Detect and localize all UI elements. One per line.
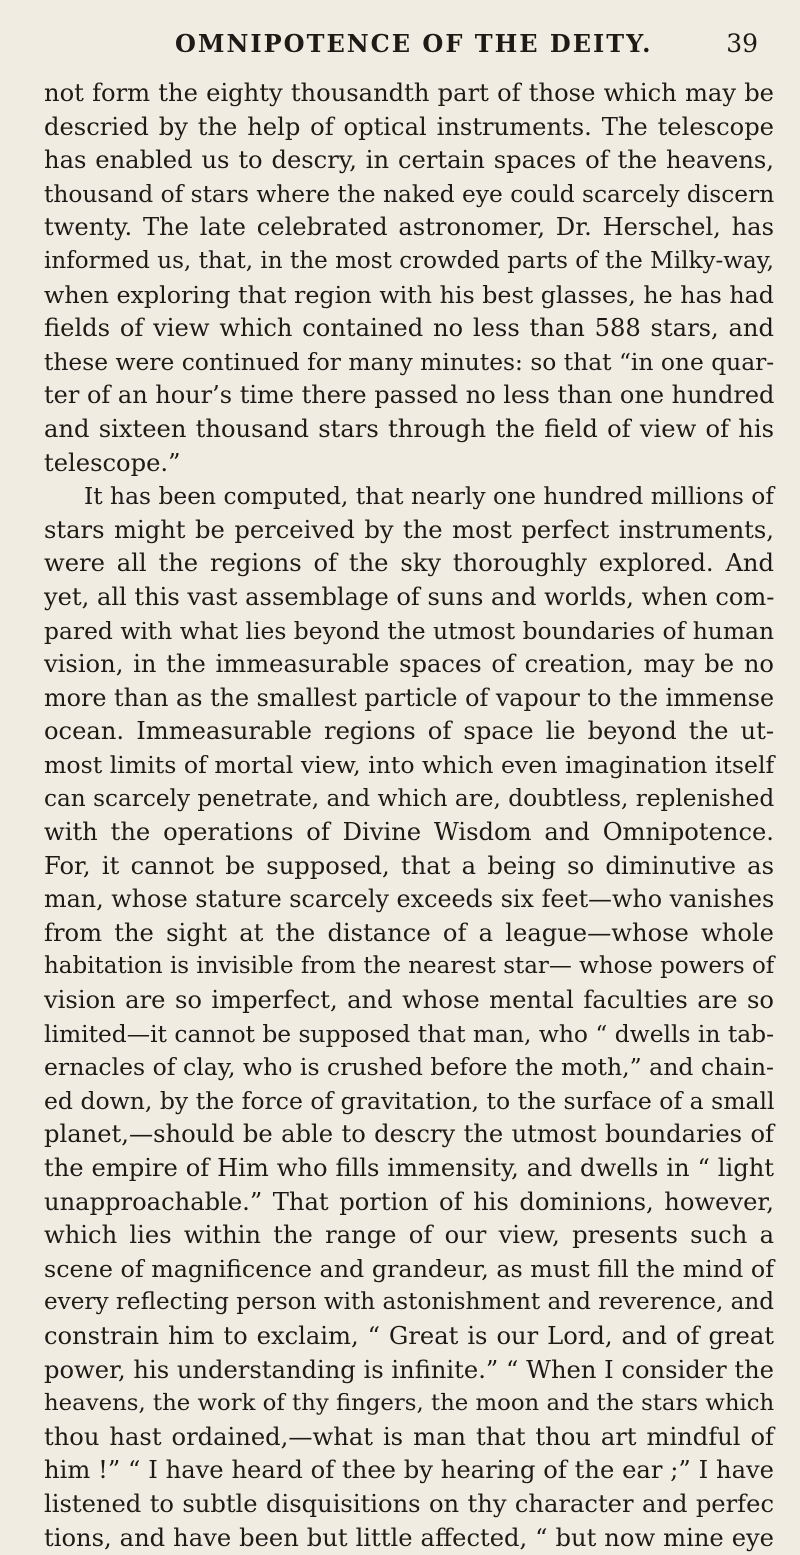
text-line: him !” “ I have heard of thee by hearing of the ear ;” I have — [44, 1456, 774, 1485]
text-line: not form the eighty thousandth part of those which may be — [44, 79, 774, 107]
page-header — [0, 24, 800, 64]
text-line: every reflecting person with astonishment and reverence, and — [44, 1289, 775, 1316]
text-line: man, whose stature scarcely exceeds six feet—who vanishes — [44, 885, 775, 914]
text-line: planet,—should be able to descry the utmost boundaries of — [44, 1120, 774, 1149]
text-line: twenty. The late celebrated astronomer, Dr. Herschel, has — [44, 213, 774, 242]
text-line: thousand of stars where the naked eye could scarcely discern — [44, 180, 775, 208]
text-line: power, his understanding is infinite.” “ When I consider the — [44, 1355, 774, 1384]
text-line: which lies within the range of our view, presents such a — [44, 1221, 774, 1250]
text-line: when exploring that region with his best glasses, he has had — [44, 280, 774, 309]
text-line: and sixteen thousand stars through the field of view of his — [44, 414, 774, 443]
text-line: listened to subtle disquisitions on thy character and perfec — [44, 1489, 774, 1518]
text-line: ocean. Immeasurable regions of space lie beyond the ut- — [44, 717, 774, 746]
text-line: limited—it cannot be supposed that man, who “ dwells in tab- — [44, 1019, 775, 1048]
text-line: ter of an hour’s time there passed no less than one hundred — [44, 381, 775, 410]
text-line: ed down, by the force of gravitation, to the surface of a small — [44, 1086, 775, 1115]
text-line: tions, and have been but little affected, “ but now mine eye — [44, 1523, 774, 1552]
text-line: For, it cannot be supposed, that a being so diminutive as — [44, 851, 774, 880]
running-head: OMNIPOTENCE OF THE DEITY. — [175, 29, 653, 58]
text-line: constrain him to exclaim, “ Great is our Lord, and of great — [44, 1321, 774, 1350]
text-line: habitation is invisible from the nearest star— whose powers of — [44, 953, 775, 980]
paragraph-start-line: It has been computed, that nearly one hundred millions of — [84, 482, 774, 511]
text-line: with the operations of Divine Wisdom and Omnipotence. — [44, 818, 774, 847]
text-line: descried by the help of optical instruments. The telescope — [44, 112, 774, 141]
page-number: 39 — [726, 29, 758, 58]
text-line: from the sight at the distance of a league—whose whole — [44, 918, 774, 947]
text-line: were all the regions of the sky thoroughly explored. And — [44, 549, 774, 578]
text-line: stars might be perceived by the most perfect instruments, — [44, 515, 774, 544]
text-line: fields of view which contained no less than 588 stars, and — [44, 314, 774, 343]
text-line: these were continued for many minutes: so that “in one quar- — [44, 347, 775, 376]
text-line: heavens, the work of thy fingers, the moon and the stars which — [44, 1390, 775, 1417]
text-line: unapproachable.” That portion of his dominions, however, — [44, 1187, 774, 1216]
body-text — [44, 77, 774, 1555]
text-line: scene of magnificence and grandeur, as must fill the mind of — [44, 1254, 774, 1283]
text-line: can scarcely penetrate, and which are, doubtless, replenished — [44, 785, 775, 813]
text-line: most limits of mortal view, into which even imagination itself — [44, 750, 775, 779]
text-line: informed us, that, in the most crowded parts of the Milky-way, — [44, 247, 774, 274]
text-line: has enabled us to descry, in certain spaces of the heavens, — [44, 146, 774, 175]
text-line: yet, all this vast assemblage of suns and worlds, when com- — [44, 582, 775, 611]
text-line: more than as the smallest particle of vapour to the immense — [44, 683, 775, 712]
text-line: the empire of Him who fills immensity, and dwells in “ light — [44, 1154, 774, 1182]
text-line: thou hast ordained,—what is man that thou art mindful of — [44, 1422, 774, 1451]
text-line: pared with what lies beyond the utmost boundaries of human — [44, 616, 774, 645]
text-line: vision are so imperfect, and whose mental faculties are so — [44, 986, 774, 1015]
text-line: telescope.” — [44, 448, 181, 477]
text-line: ernacles of clay, who is crushed before the moth,” and chain- — [44, 1053, 774, 1082]
text-line: vision, in the immeasurable spaces of creation, may be no — [44, 650, 774, 679]
